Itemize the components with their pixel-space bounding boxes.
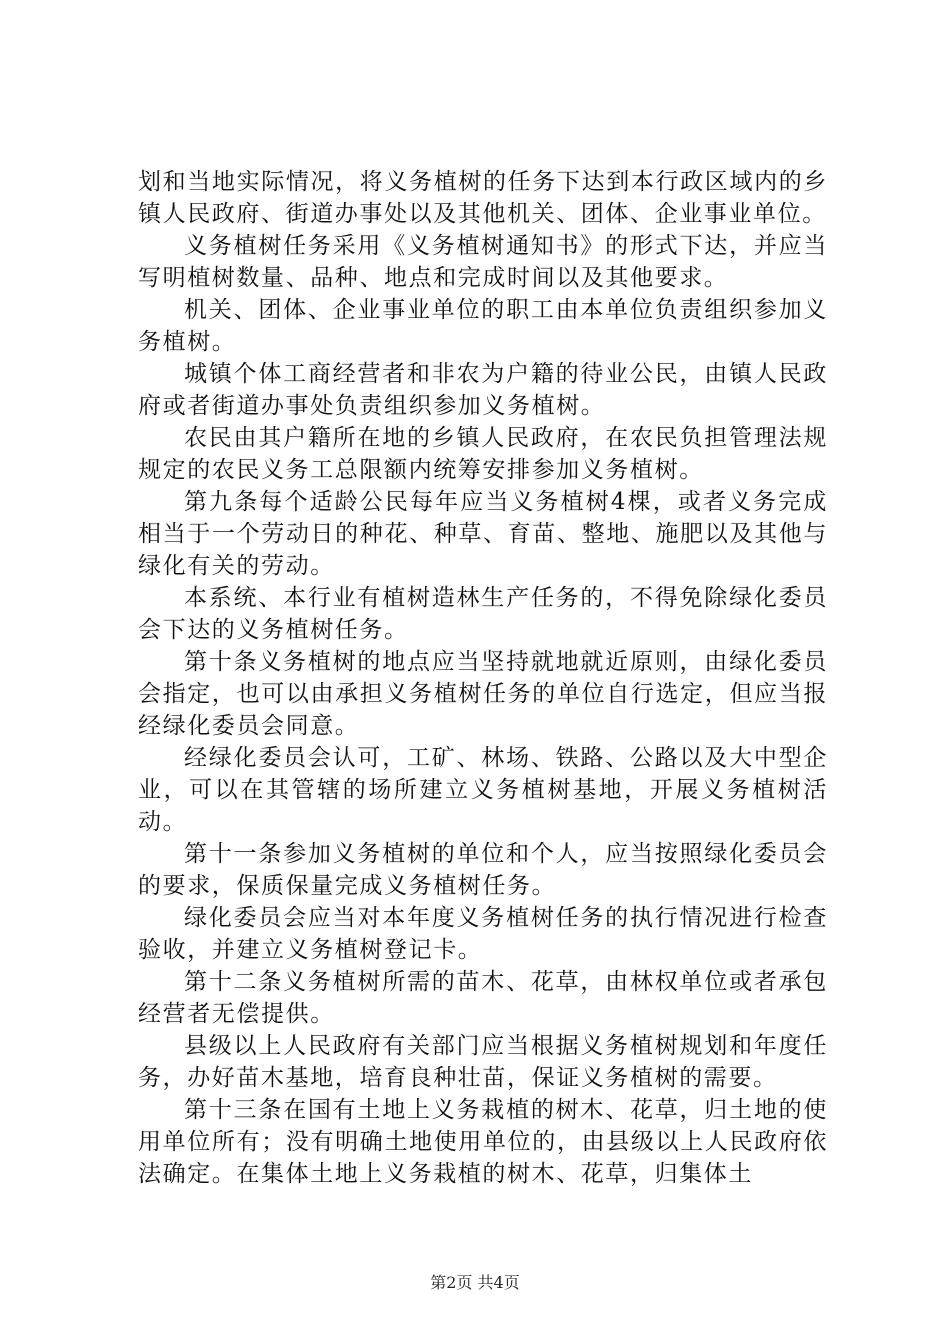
- paragraph: 划和当地实际情况，将义务植树的任务下达到本行政区域内的乡镇人民政府、街道办事处以及其他机关、团体、企业事业单位。: [138, 169, 828, 227]
- document-body: [138, 166, 828, 1190]
- page-number-footer: 第2页 共4页: [430, 1273, 520, 1292]
- paragraph: 县级以上人民政府有关部门应当根据义务植树规划和年度任务，办好苗木基地，培育良种壮苗，保证义务植树的需要。: [138, 1033, 828, 1091]
- paragraph: 经绿化委员会认可，工矿、林场、铁路、公路以及大中型企业，可以在其管辖的场所建立义务植树基地，开展义务植树活动。: [138, 745, 828, 835]
- paragraph: 第十一条参加义务植树的单位和个人，应当按照绿化委员会的要求，保质保量完成义务植树任务。: [138, 841, 828, 899]
- paragraph: 第十三条在国有土地上义务栽植的树木、花草，归土地的使用单位所有；没有明确土地使用单位的，由县级以上人民政府依法确定。在集体土地上义务栽植的树木、花草，归集体土: [138, 1097, 828, 1187]
- paragraph: 城镇个体工商经营者和非农为户籍的待业公民，由镇人民政府或者街道办事处负责组织参加义务植树。: [138, 361, 828, 419]
- paragraph: 本系统、本行业有植树造林生产任务的，不得免除绿化委员会下达的义务植树任务。: [138, 585, 828, 643]
- paragraph: 绿化委员会应当对本年度义务植树任务的执行情况进行检查验收，并建立义务植树登记卡。: [138, 905, 828, 963]
- paragraph: 第十条义务植树的地点应当坚持就地就近原则，由绿化委员会指定，也可以由承担义务植树任务的单位自行选定，但应当报经绿化委员会同意。: [138, 649, 828, 739]
- paragraph: 第十二条义务植树所需的苗木、花草，由林权单位或者承包经营者无偿提供。: [138, 969, 828, 1027]
- paragraph: 农民由其户籍所在地的乡镇人民政府，在农民负担管理法规规定的农民义务工总限额内统筹安排参加义务植树。: [138, 425, 828, 483]
- paragraph: 机关、团体、企业事业单位的职工由本单位负责组织参加义务植树。: [138, 297, 828, 355]
- paragraph: 义务植树任务采用《义务植树通知书》的形式下达，并应当写明植树数量、品种、地点和完成时间以及其他要求。: [138, 233, 828, 291]
- paragraph: 第九条每个适龄公民每年应当义务植树4棵，或者义务完成相当于一个劳动日的种花、种草、育苗、整地、施肥以及其他与绿化有关的劳动。: [138, 489, 828, 579]
